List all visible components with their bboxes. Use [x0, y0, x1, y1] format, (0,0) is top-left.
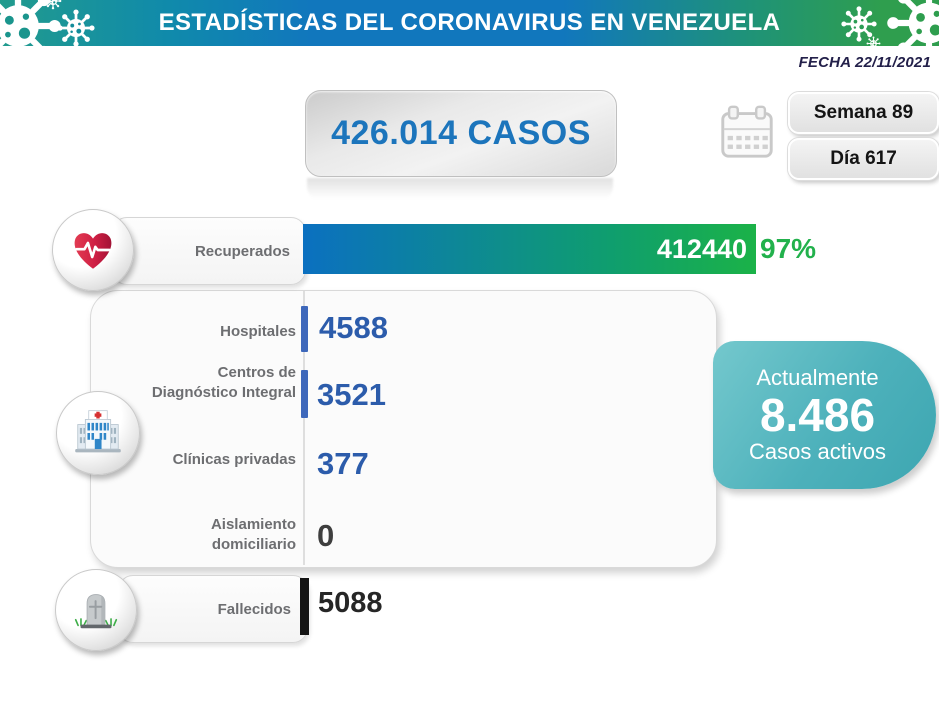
row-label-line: domiciliario [211, 536, 296, 553]
row-label-line: Hospitales [220, 323, 296, 340]
recovered-label: Recuperados [194, 242, 290, 260]
recovered-label-box [112, 217, 306, 285]
row-label-aislamiento [86, 515, 296, 555]
row-label-line: Aislamiento [210, 516, 296, 533]
calendar-icon [716, 100, 778, 164]
active-cases-bubble [713, 341, 936, 489]
date-label: FECHA 22/11/2021 [798, 54, 931, 71]
day-pill: Día 617 [788, 138, 939, 180]
row-label-line: Centros de [217, 364, 296, 381]
row-value-clinicas: 377 [317, 446, 369, 481]
week-pill: Semana 89 [788, 92, 939, 134]
row-label-hospitales [86, 322, 296, 342]
page-title: ESTADÍSTICAS DEL CORONAVIRUS EN VENEZUELA [158, 9, 781, 36]
active-line1: Actualmente [756, 365, 879, 390]
total-cases-value: 426.014 CASOS [331, 114, 591, 152]
row-label-line: Clínicas privadas [172, 451, 296, 468]
deceased-badge [55, 569, 137, 651]
row-tick [301, 306, 308, 352]
row-value-hospitales: 4588 [319, 310, 388, 345]
recovered-bar [303, 224, 756, 274]
recovered-badge [52, 209, 134, 291]
deceased-value: 5088 [318, 587, 383, 619]
row-label-line: Diagnóstico Integral [151, 384, 296, 401]
heart-pulse-icon [68, 225, 118, 275]
total-cases-reflection [307, 178, 613, 202]
active-line2: Casos activos [749, 439, 886, 464]
virus-icon [866, 36, 881, 51]
recovered-value: 412440 [656, 233, 747, 264]
deceased-tick [300, 578, 309, 635]
tombstone-icon [70, 584, 122, 636]
active-cases-value: 8.486 [759, 389, 876, 441]
recovered-percent: 97% [760, 233, 817, 264]
hospital-badge [56, 391, 140, 475]
row-tick [301, 370, 308, 418]
deceased-label: Fallecidos [217, 600, 291, 618]
row-value-cdi: 3521 [317, 377, 386, 412]
hospital-building-icon [71, 406, 125, 460]
total-cases-pill [305, 90, 617, 177]
deceased-label-box [118, 575, 308, 643]
row-value-aislamiento: 0 [317, 518, 335, 553]
